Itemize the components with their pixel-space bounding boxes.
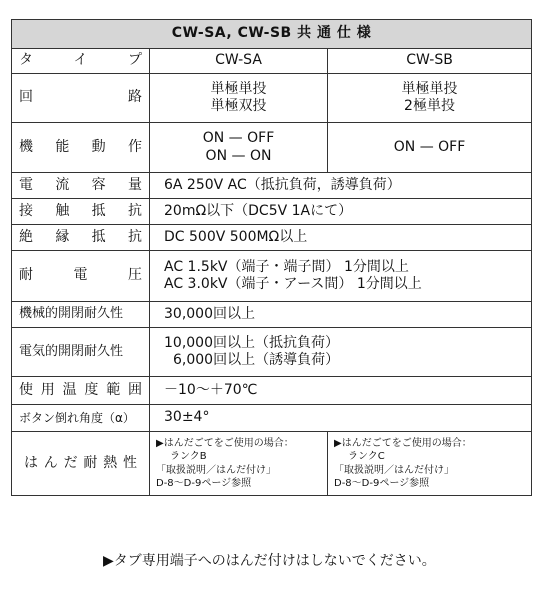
label-angle: ボタン倒れ角度（α）	[12, 405, 150, 432]
voltage-value: AC 1.5kV（端子・端子間） 1分間以上 AC 3.0kV（端子・アース間） 1分間以上	[150, 251, 532, 302]
label-mech: 機械的開閉耐久性	[12, 302, 150, 328]
row-temp	[12, 377, 532, 405]
elec-value: 10,000回以上（抵抗負荷） 6,000回以上（誘導負荷）	[150, 328, 532, 377]
footnote: ▶タブ専用端子へのはんだ付けはしないでください。	[103, 553, 436, 569]
row-insulation	[12, 225, 532, 251]
row-voltage	[12, 251, 532, 302]
label-circuit: 回 路	[12, 74, 150, 123]
operation-a: ON — OFF ON — ON	[150, 123, 328, 173]
label-temp: 使 用 温 度 範 囲	[12, 377, 150, 405]
label-type: タ イ プ	[12, 49, 150, 74]
label-solder: は ん だ 耐 熱 性	[12, 432, 150, 496]
row-operation	[12, 123, 532, 173]
table-title: CW-SA, CW-SB 共 通 仕 様	[12, 20, 532, 49]
insulation-value: DC 500V 500MΩ以上	[150, 225, 532, 251]
row-contact	[12, 199, 532, 225]
circuit-a: 単極単投 単極双投	[150, 74, 328, 123]
row-solder	[12, 432, 532, 496]
label-contact: 接 触 抵 抗	[12, 199, 150, 225]
row-current	[12, 173, 532, 199]
row-mech	[12, 302, 532, 328]
label-operation: 機 能 動 作	[12, 123, 150, 173]
row-type	[12, 49, 532, 74]
mech-value: 30,000回以上	[150, 302, 532, 328]
operation-b: ON — OFF	[328, 123, 532, 173]
row-elec	[12, 328, 532, 377]
col-a-header: CW-SA	[150, 49, 328, 74]
spec-table	[11, 19, 532, 496]
solder-b: ▶はんだごてをご使用の場合： ランクC 「取扱説明／はんだ付け」 D-8～D-9ページ参照	[328, 432, 532, 496]
title-row	[12, 20, 532, 49]
label-elec: 電気的開閉耐久性	[12, 328, 150, 377]
current-value: 6A 250V AC（抵抗負荷，誘導負荷）	[150, 173, 532, 199]
temp-value: －10～＋70℃	[150, 377, 532, 405]
contact-value: 20mΩ以下（DC5V 1Aにて）	[150, 199, 532, 225]
angle-value: 30±4°	[150, 405, 532, 432]
circuit-b: 単極単投 2極単投	[328, 74, 532, 123]
label-insulation: 絶 縁 抵 抗	[12, 225, 150, 251]
col-b-header: CW-SB	[328, 49, 532, 74]
row-circuit	[12, 74, 532, 123]
solder-a: ▶はんだごてをご使用の場合： ランクB 「取扱説明／はんだ付け」 D-8～D-9ページ参照	[150, 432, 328, 496]
label-current: 電 流 容 量	[12, 173, 150, 199]
row-angle	[12, 405, 532, 432]
label-voltage: 耐 電 圧	[12, 251, 150, 302]
